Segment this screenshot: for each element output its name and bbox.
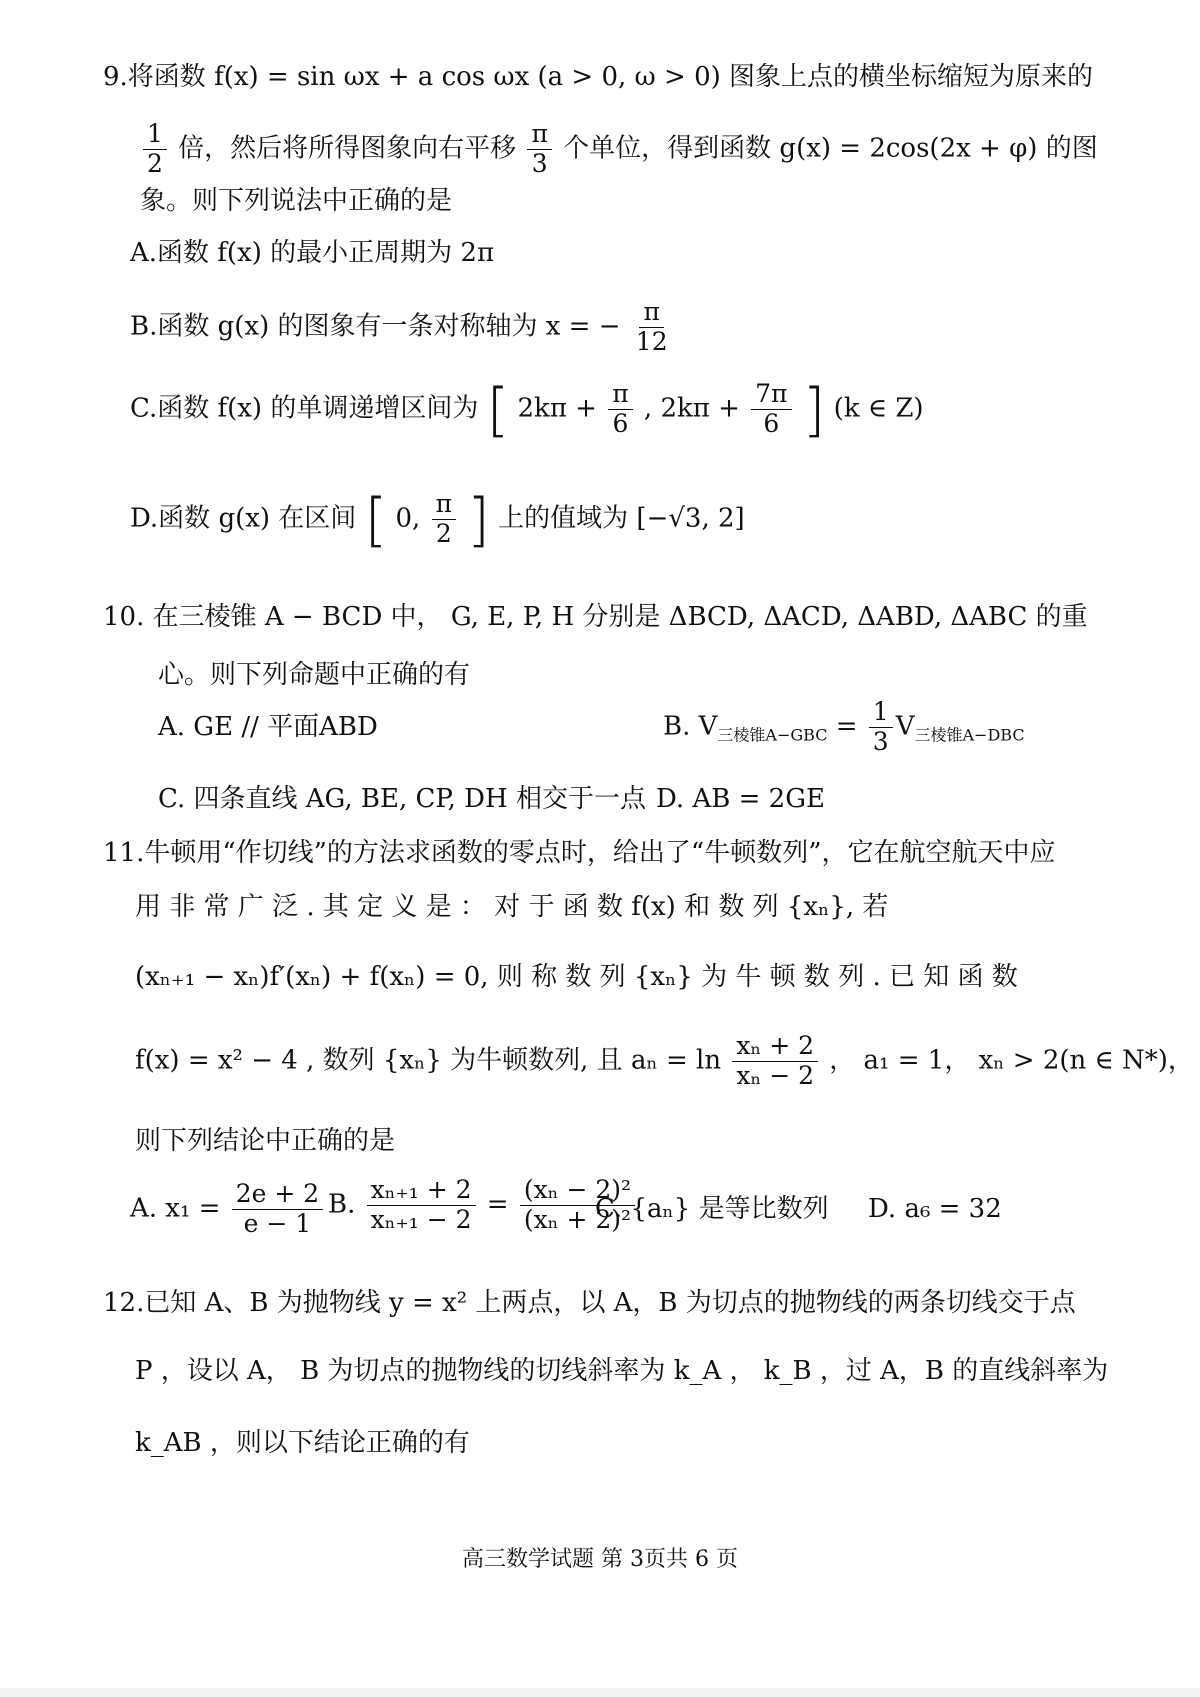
q9-optb-text: B.函数 g(x) 的图象有一条对称轴为 x = − xyxy=(130,311,621,342)
q9-fraction-pi-third xyxy=(527,120,551,179)
q11-optb-eq: = xyxy=(486,1189,509,1220)
q10-option-c: C. 四条直线 AG, BE, CP, DH 相交于一点 xyxy=(158,784,646,814)
q9-frac2-den: 3 xyxy=(531,148,548,178)
q10-optb-fraction xyxy=(869,698,893,757)
q11-optb-text: B. xyxy=(328,1189,356,1220)
q12-line1: 12.已知 A、B 为抛物线 y = x² 上两点，以 A，B 为切点的抛物线的两条切线交于点 xyxy=(103,1288,1076,1318)
q10-optb-v2: V xyxy=(895,711,915,742)
q11-option-b xyxy=(328,1176,638,1235)
q10-line1: 10. 在三棱锥 A − BCD 中， G, E, P, H 分别是 ΔBCD, ΔACD, ΔABD, ΔABC 的重 xyxy=(103,602,1088,632)
q9-frac2-num: π xyxy=(527,120,551,150)
q11-line2: 用 非 常 广 泛 . 其 定 义 是 ： 对 于 函 数 f(x) 和 数 列 {xₙ}, 若 xyxy=(135,892,889,922)
q9-optb-den: 12 xyxy=(635,326,668,356)
q9-frac1-den: 2 xyxy=(147,148,163,178)
q9-frac1-num: 1 xyxy=(143,120,167,150)
q11-line5: 则下列结论中正确的是 xyxy=(135,1126,396,1156)
q11-line4-den: xₙ − 2 xyxy=(736,1060,815,1090)
q11-optb-den2: (xₙ + 2)² xyxy=(523,1204,632,1234)
scan-edge xyxy=(0,1688,1200,1697)
q11-line4-text1: f(x) = x² − 4 , 数列 {xₙ} 为牛顿数列, 且 aₙ = ln xyxy=(135,1045,722,1076)
q10-option-b xyxy=(663,698,1025,757)
q9-optc-f2-den: 6 xyxy=(763,408,780,438)
left-bracket-icon: [ xyxy=(364,485,388,554)
q9-option-a: A.函数 f(x) 的最小正周期为 2π xyxy=(130,238,495,268)
q9-optc-fraction2 xyxy=(751,380,791,439)
q9-optd-num: π xyxy=(432,490,456,520)
q10-optb-num: 1 xyxy=(869,698,893,728)
q11-line4 xyxy=(135,1032,1194,1091)
right-bracket-icon: ] xyxy=(467,485,490,554)
q9-optb-fraction xyxy=(632,298,672,357)
q10-line2: 心。则下列命题中正确的有 xyxy=(158,660,471,690)
q11-line1: 11.牛顿用“作切线”的方法求函数的零点时，给出了“牛顿数列”，它在航空航天中应 xyxy=(103,838,1056,868)
q12-line3: k_AB ，则以下结论正确的有 xyxy=(135,1428,470,1458)
q9-optc-fraction1 xyxy=(608,380,632,439)
page-footer: 高三数学试题 第 3页共 6 页 xyxy=(462,1547,738,1572)
q10-option-d: D. AB = 2GE xyxy=(656,784,825,814)
q10-optb-v1: B. V xyxy=(663,711,718,742)
q11-opta-num: 2e + 2 xyxy=(232,1180,323,1210)
q11-optb-num1: xₙ₊₁ + 2 xyxy=(367,1176,476,1206)
q10-optb-sub1: 三棱锥A−GBC xyxy=(717,725,828,745)
q9-fraction-half xyxy=(143,120,167,179)
q11-optb-fraction1 xyxy=(367,1176,476,1235)
q9-optc-tail: (k ∈ Z) xyxy=(833,393,924,424)
q11-line3: (xₙ₊₁ − xₙ)f′(xₙ) + f(xₙ) = 0, 则 称 数 列 {xₙ} 为 牛 顿 数 列 . 已 知 函 数 xyxy=(135,962,1018,992)
q9-optc-text: C.函数 f(x) 的单调递增区间为 xyxy=(130,393,479,424)
q10-option-a: A. GE // 平面ABD xyxy=(158,712,378,742)
q11-optb-num2: (xₙ − 2)² xyxy=(520,1176,635,1206)
q9-option-b xyxy=(130,298,675,357)
q9-optd-den: 2 xyxy=(435,518,452,548)
q9-option-d xyxy=(130,485,745,554)
q9-line2-text2: 个单位，得到函数 g(x) = 2cos(2x + φ) 的图 xyxy=(563,133,1098,164)
left-bracket-icon: [ xyxy=(486,375,510,444)
q11-line4-text2: ， a₁ = 1， xₙ > 2(n ∈ N*)， xyxy=(829,1045,1194,1076)
q9-optd-tail: 上的值域为 [−√3, 2] xyxy=(498,503,745,534)
right-bracket-icon: ] xyxy=(802,375,826,444)
q12-line2: P ，设以 A， B 为切点的抛物线的切线斜率为 k_A ， k_B ，过 A，B 的直线斜率为 xyxy=(135,1356,1109,1386)
q9-optc-f1-num: π xyxy=(608,380,632,410)
q9-option-c xyxy=(130,375,924,444)
q11-line4-fraction xyxy=(732,1032,818,1091)
q9-optd-term: 0, xyxy=(395,503,421,534)
q10-optb-eq: = xyxy=(827,711,866,742)
q11-option-d: D. a₆ = 32 xyxy=(868,1194,1002,1224)
q9-optc-f1-den: 6 xyxy=(612,408,629,438)
q11-option-c: C. {aₙ} 是等比数列 xyxy=(595,1194,829,1224)
q9-optc-term2: , 2kπ + xyxy=(643,393,740,424)
q10-optb-sub2: 三棱锥A−DBC xyxy=(914,725,1025,745)
q11-optb-den1: xₙ₊₁ − 2 xyxy=(370,1204,472,1234)
q9-line2-text1: 倍，然后将所得图象向右平移 xyxy=(178,133,517,164)
q11-line4-num: xₙ + 2 xyxy=(732,1032,818,1062)
q9-line2 xyxy=(140,120,1098,179)
q9-optc-f2-num: 7π xyxy=(751,380,791,410)
q11-opta-text: A. x₁ = xyxy=(130,1193,221,1224)
q9-optc-term1: 2kπ + xyxy=(517,393,597,424)
q10-optb-den: 3 xyxy=(872,726,889,756)
q9-optb-num: π xyxy=(639,298,663,328)
q11-option-a xyxy=(130,1180,326,1239)
q11-opta-fraction xyxy=(232,1180,323,1239)
q11-opta-den: e − 1 xyxy=(243,1208,312,1238)
q9-line3: 象。则下列说法中正确的是 xyxy=(140,186,453,216)
q9-line1: 9.将函数 f(x) = sin ωx + a cos ωx (a > 0, ω > 0) 图象上点的横坐标缩短为原来的 xyxy=(103,62,1094,92)
q9-optd-text: D.函数 g(x) 在区间 xyxy=(130,503,357,534)
q9-optd-fraction xyxy=(432,490,456,549)
